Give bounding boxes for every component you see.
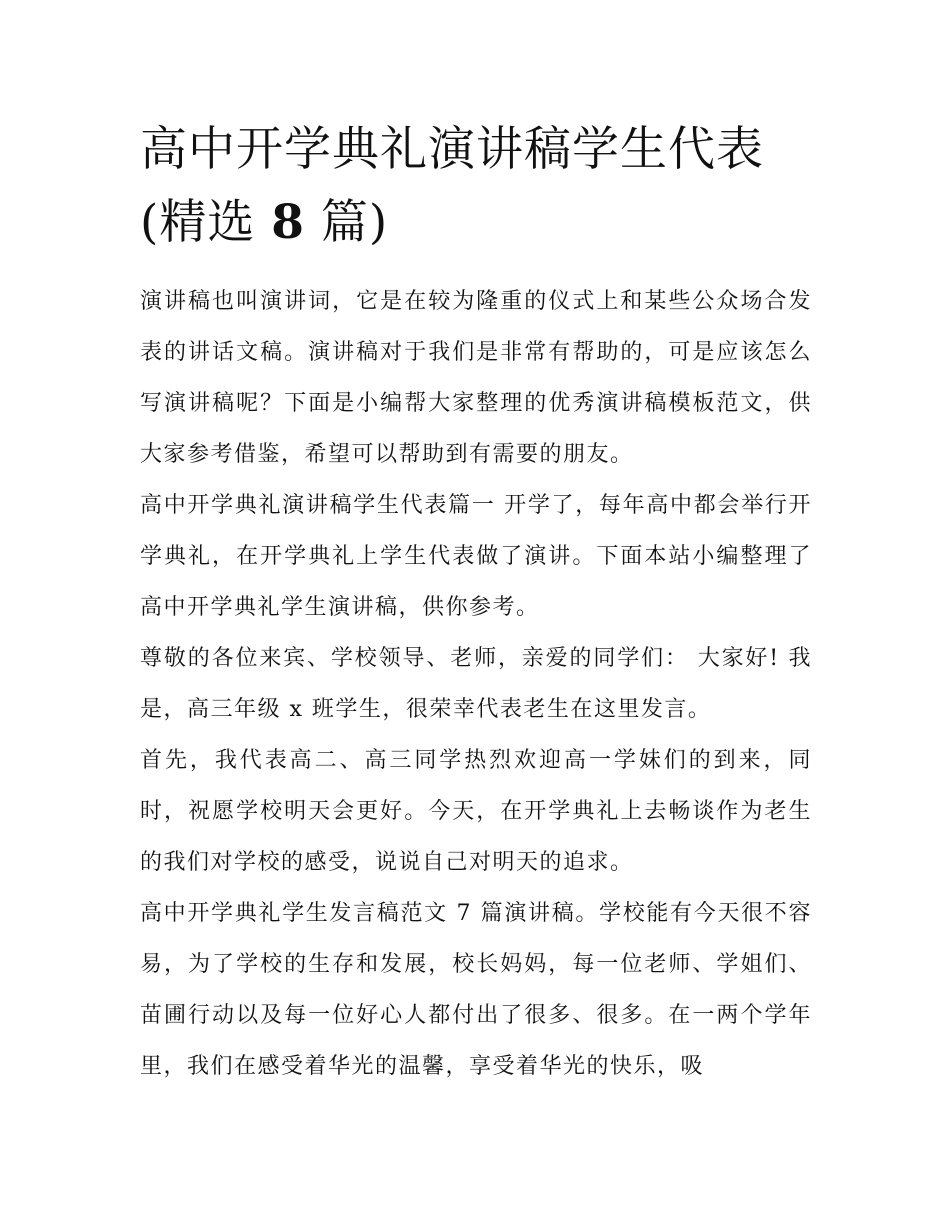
paragraph-school: 高中开学典礼学生发言稿范文 7 篇演讲稿。学校能有今天很不容易，为了学校的生存和发展，校长妈妈，每一位老师、学姐们、苗圃行动以及每一位好心人都付出了很多、很多。在一两个学年里，我们在感受着华光的温馨，享受着华光的快乐，吸 [140, 901, 812, 1079]
paragraph-intro: 演讲稿也叫演讲词，它是在较为隆重的仪式上和某些公众场合发表的讲话文稿。演讲稿对于我们是非常有帮助的，可是应该怎么写演讲稿呢？下面是小编帮大家整理的优秀演讲稿模板范文，供大家参考借鉴，希望可以帮助到有需要的朋友。 [140, 289, 812, 467]
document-body [140, 276, 812, 1092]
paragraph-welcome: 首先，我代表高二、高三同学热烈欢迎高一学妹们的到来，同时，祝愿学校明天会更好。今天，在开学典礼上去畅谈作为老生的我们对学校的感受，说说自己对明天的追求。 [140, 748, 812, 875]
paragraph-greeting: 尊敬的各位来宾、学校领导、老师，亲爱的同学们： 大家好! 我是，高三年级 x 班学生，很荣幸代表老生在这里发言。 [140, 646, 812, 722]
title-line-2-suffix: 篇) [304, 195, 389, 250]
document-title [140, 113, 820, 259]
title-count: 8 [271, 195, 305, 250]
paragraph-part-one: 高中开学典礼演讲稿学生代表篇一 开学了，每年高中都会举行开学典礼，在开学典礼上学生代表做了演讲。下面本站小编整理了高中开学典礼学生演讲稿，供你参考。 [140, 493, 812, 620]
title-line-2-prefix: (精选 [140, 195, 272, 250]
title-line-1: 高中开学典礼演讲稿学生代表 [140, 122, 764, 177]
